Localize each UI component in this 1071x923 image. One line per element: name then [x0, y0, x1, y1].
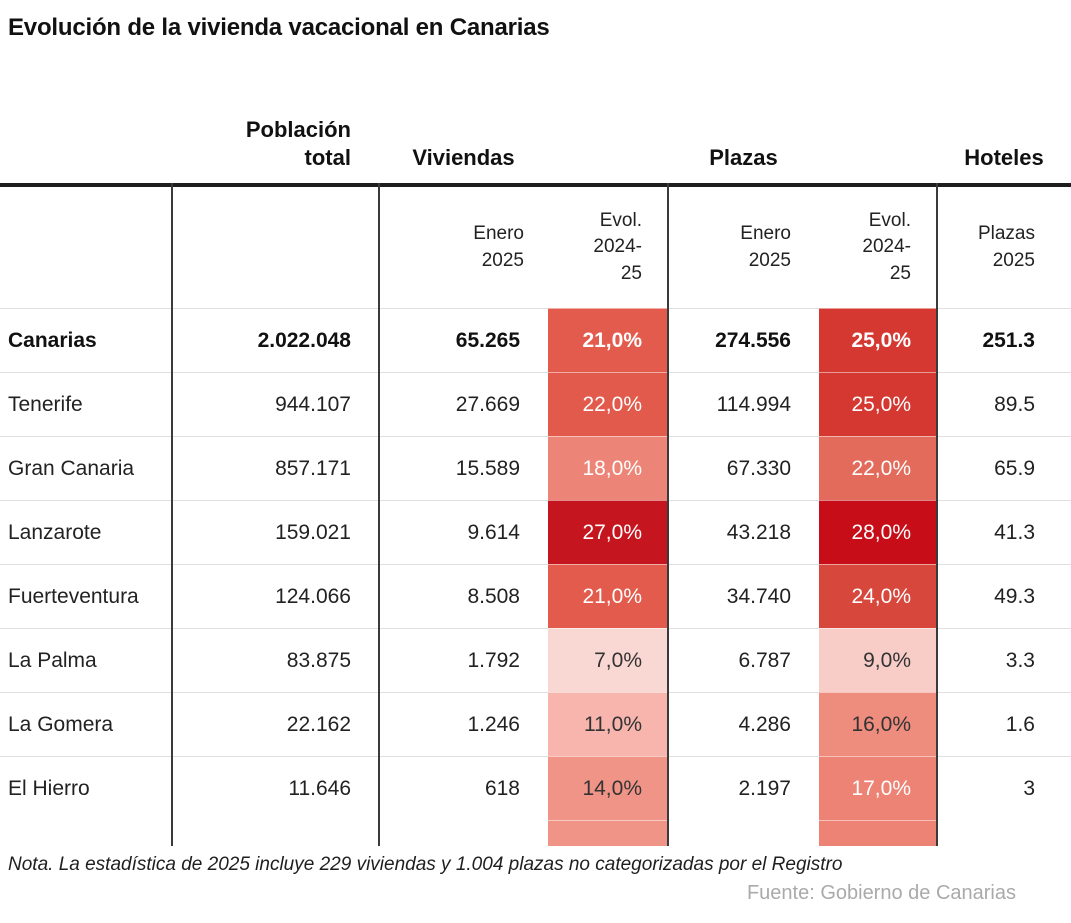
plazas-evol-cell-extension: [819, 820, 937, 846]
table-row-fuerteventura: [0, 564, 1071, 628]
subheader-line: 2024-: [593, 236, 642, 258]
viviendas-value: 8.508: [379, 564, 548, 628]
column-divider: [667, 183, 669, 846]
viviendas-value: 618: [379, 756, 548, 820]
hoteles-value: 3.3: [937, 628, 1071, 692]
subheader-line: 25: [889, 262, 911, 284]
viviendas-value: 27.669: [379, 372, 548, 436]
viviendas-evol-cell: 22,0%: [548, 372, 668, 436]
island-name: El Hierro: [0, 756, 172, 820]
hoteles-value: 251.3: [937, 308, 1071, 372]
hoteles-value: 49.3: [937, 564, 1071, 628]
header-plazas: Plazas: [709, 144, 778, 170]
column-divider: [936, 183, 938, 846]
island-name: Canarias: [0, 308, 172, 372]
footnote: Nota. La estadística de 2025 incluye 229 viviendas y 1.004 plazas no categorizadas por el Registro: [8, 854, 843, 875]
poblacion-value: 944.107: [172, 372, 379, 436]
column-group-header-row: [0, 94, 1071, 172]
poblacion-value: 159.021: [172, 500, 379, 564]
viviendas-evol-cell-extension: [548, 820, 668, 846]
poblacion-value: 11.646: [172, 756, 379, 820]
subheader-line: 2025: [748, 249, 791, 271]
plazas-evol-cell: 25,0%: [819, 308, 937, 372]
plazas-evol-cell: 28,0%: [819, 500, 937, 564]
plazas-evol-cell: 24,0%: [819, 564, 937, 628]
header-poblacion-line2: total: [304, 144, 351, 170]
plazas-evol-cell: 17,0%: [819, 756, 937, 820]
island-name: Tenerife: [0, 372, 172, 436]
plazas-value: 43.218: [668, 500, 819, 564]
subheader-hoteles-plazas-2025: [937, 221, 1071, 274]
subheader-viviendas-evol: [548, 208, 668, 288]
hoteles-value: 3: [937, 756, 1071, 820]
plazas-value: 274.556: [668, 308, 819, 372]
subheader-viviendas-enero-2025: [379, 221, 548, 274]
viviendas-evol-cell: 18,0%: [548, 436, 668, 500]
poblacion-value: 22.162: [172, 692, 379, 756]
subheader-plazas-evol: [819, 208, 937, 288]
poblacion-value: 83.875: [172, 628, 379, 692]
header-poblacion-line1: Población: [245, 116, 351, 142]
table-row-la-gomera: [0, 692, 1071, 756]
plazas-value: 6.787: [668, 628, 819, 692]
viviendas-value: 1.246: [379, 692, 548, 756]
plazas-value: 4.286: [668, 692, 819, 756]
plazas-value: 34.740: [668, 564, 819, 628]
viviendas-evol-cell: 7,0%: [548, 628, 668, 692]
table-row-tenerife: [0, 372, 1071, 436]
plazas-value: 2.197: [668, 756, 819, 820]
plazas-evol-cell: 22,0%: [819, 436, 937, 500]
plazas-evol-cell: 16,0%: [819, 692, 937, 756]
hoteles-value: 65.9: [937, 436, 1071, 500]
viviendas-value: 65.265: [379, 308, 548, 372]
plazas-evol-cell: 25,0%: [819, 372, 937, 436]
hoteles-value: 41.3: [937, 500, 1071, 564]
plazas-evol-cell: 9,0%: [819, 628, 937, 692]
table-row-el-hierro: [0, 756, 1071, 820]
island-name: La Gomera: [0, 692, 172, 756]
poblacion-value: 2.022.048: [172, 308, 379, 372]
subheader-plazas-enero-2025: [668, 221, 819, 274]
column-divider: [378, 183, 380, 846]
viviendas-value: 9.614: [379, 500, 548, 564]
spacer: [668, 820, 819, 846]
table-row-gran-canaria: [0, 436, 1071, 500]
table-row-la-palma: [0, 628, 1071, 692]
subheader-line: Evol.: [868, 209, 911, 231]
table-body: [0, 308, 1071, 820]
spacer: [379, 820, 548, 846]
island-name: Fuerteventura: [0, 564, 172, 628]
plazas-value: 114.994: [668, 372, 819, 436]
table-bottom-extension: [0, 820, 1071, 846]
subheader-line: Enero: [740, 222, 791, 244]
subheader-line: Plazas: [977, 222, 1035, 244]
hoteles-value: 1.6: [937, 692, 1071, 756]
sub-header-row: [0, 187, 1071, 308]
island-name: Lanzarote: [0, 500, 172, 564]
viviendas-evol-cell: 21,0%: [548, 564, 668, 628]
viviendas-evol-cell: 27,0%: [548, 500, 668, 564]
header-hoteles: Hoteles: [964, 144, 1044, 170]
header-viviendas: Viviendas: [412, 144, 515, 170]
island-name: Gran Canaria: [0, 436, 172, 500]
plazas-value: 67.330: [668, 436, 819, 500]
subheader-line: Evol.: [599, 209, 642, 231]
table-row-lanzarote: [0, 500, 1071, 564]
viviendas-value: 1.792: [379, 628, 548, 692]
subheader-line: 2025: [992, 249, 1035, 271]
viviendas-evol-cell: 11,0%: [548, 692, 668, 756]
spacer: [172, 820, 379, 846]
poblacion-value: 857.171: [172, 436, 379, 500]
subheader-line: 25: [620, 262, 642, 284]
viviendas-evol-cell: 14,0%: [548, 756, 668, 820]
hoteles-value: 89.5: [937, 372, 1071, 436]
header-poblacion-total: [172, 116, 379, 172]
island-name: La Palma: [0, 628, 172, 692]
spacer: [937, 820, 1071, 846]
subheader-line: 2025: [481, 249, 524, 271]
viviendas-value: 15.589: [379, 436, 548, 500]
table-row-canarias: [0, 308, 1071, 372]
subheader-line: Enero: [473, 222, 524, 244]
poblacion-value: 124.066: [172, 564, 379, 628]
page-title: Evolución de la vivienda vacacional en Canarias: [8, 14, 550, 41]
spacer: [0, 820, 172, 846]
viviendas-evol-cell: 21,0%: [548, 308, 668, 372]
source-credit: Fuente: Gobierno de Canarias: [746, 882, 1016, 904]
column-divider: [171, 183, 173, 846]
subheader-line: 2024-: [862, 236, 911, 258]
